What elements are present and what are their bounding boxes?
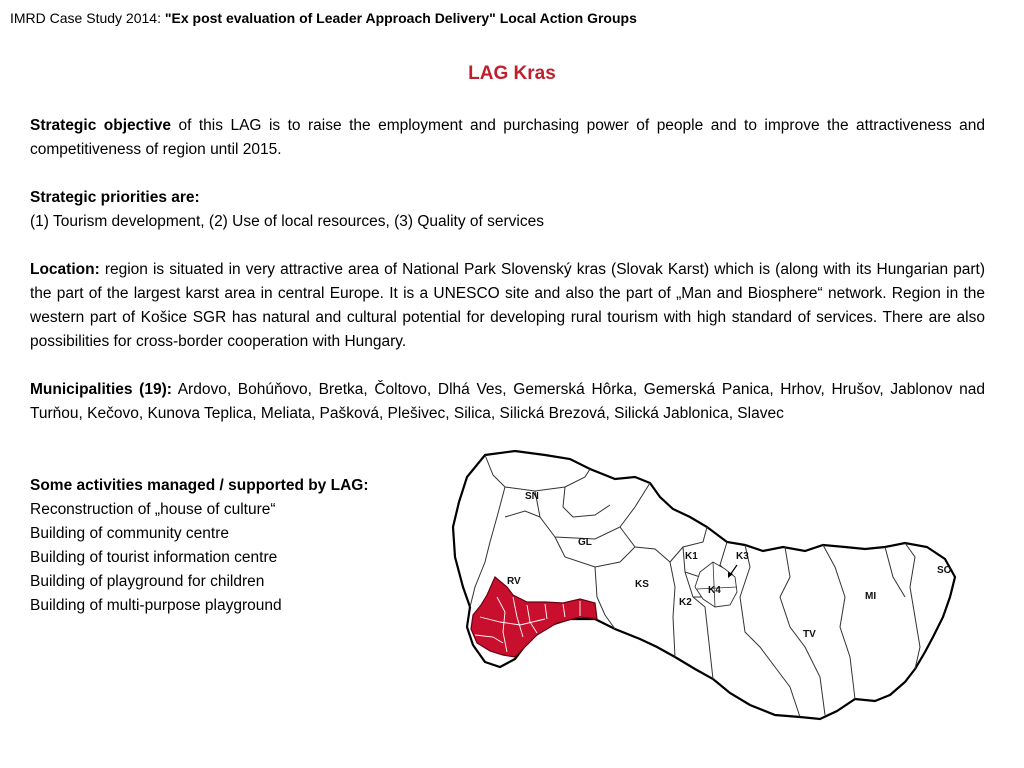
priorities-label: Strategic priorities are: <box>30 189 200 206</box>
location-paragraph <box>30 258 985 354</box>
activity-item: Reconstruction of „house of culture“ <box>30 501 276 518</box>
label-rv: RV <box>507 576 521 587</box>
label-gl: GL <box>578 537 592 548</box>
label-mi: MI <box>865 591 877 602</box>
objective-paragraph <box>30 114 985 162</box>
label-tv: TV <box>803 629 816 640</box>
label-sn: SN <box>525 491 539 502</box>
objective-text: of this LAG is to raise the employment and purchasing power of people and to improve the attractiveness and competitiveness of region until 2015. <box>30 117 986 158</box>
slide-header <box>10 9 637 27</box>
activities-heading: Some activities managed / supported by LAG: <box>30 477 369 494</box>
label-ks: KS <box>635 579 649 590</box>
location-text: region is situated in very attractive area of National Park Slovenský kras (Slovak Karst) which is (along with its Hungarian part) the part of the largest karst area in central Europe. It is a UNESCO site and also the part of „Man and Biosphere“ network. Region in the western part of Košice SGR has natural and cultural potential for developing rural tourism with high standard of services. There are also possibilities for cross-border cooperation with Hungary. <box>30 261 985 350</box>
activity-item: Building of community centre <box>30 525 230 542</box>
municipalities-paragraph <box>30 378 985 426</box>
header-prefix: IMRD Case Study 2014: <box>10 10 165 26</box>
header-bold-title: "Ex post evaluation of Leader Approach Delivery" Local Action Groups <box>164 10 637 26</box>
page-title: LAG Kras <box>468 63 556 84</box>
label-k3: K3 <box>736 551 749 562</box>
activities-list <box>30 474 430 618</box>
label-k4: K4 <box>708 585 721 596</box>
activity-item: Building of tourist information centre <box>30 549 278 566</box>
objective-label: Strategic objective <box>30 117 171 134</box>
label-k2: K2 <box>679 597 692 608</box>
label-k1: K1 <box>685 551 698 562</box>
municipalities-label: Municipalities (19): <box>30 381 172 398</box>
region-map <box>445 447 1000 727</box>
location-label: Location: <box>30 261 100 278</box>
priorities-paragraph <box>30 186 985 234</box>
activity-item: Building of playground for children <box>30 573 265 590</box>
label-so: SO <box>937 565 952 576</box>
priorities-text: (1) Tourism development, (2) Use of local resources, (3) Quality of services <box>30 213 544 230</box>
municipalities-text: Ardovo, Bohúňovo, Bretka, Čoltovo, Dlhá Ves, Gemerská Hôrka, Gemerská Panica, Hrhov, Hrušov, Jablonov nad Turňou, Kečovo, Kunova Teplica, Meliata, Pašková, Plešivec, Silica, Silická Brezová, Silická Jablonica, Slavec <box>30 381 985 422</box>
activity-item: Building of multi-purpose playground <box>30 597 282 614</box>
region-map-svg <box>445 447 1000 727</box>
